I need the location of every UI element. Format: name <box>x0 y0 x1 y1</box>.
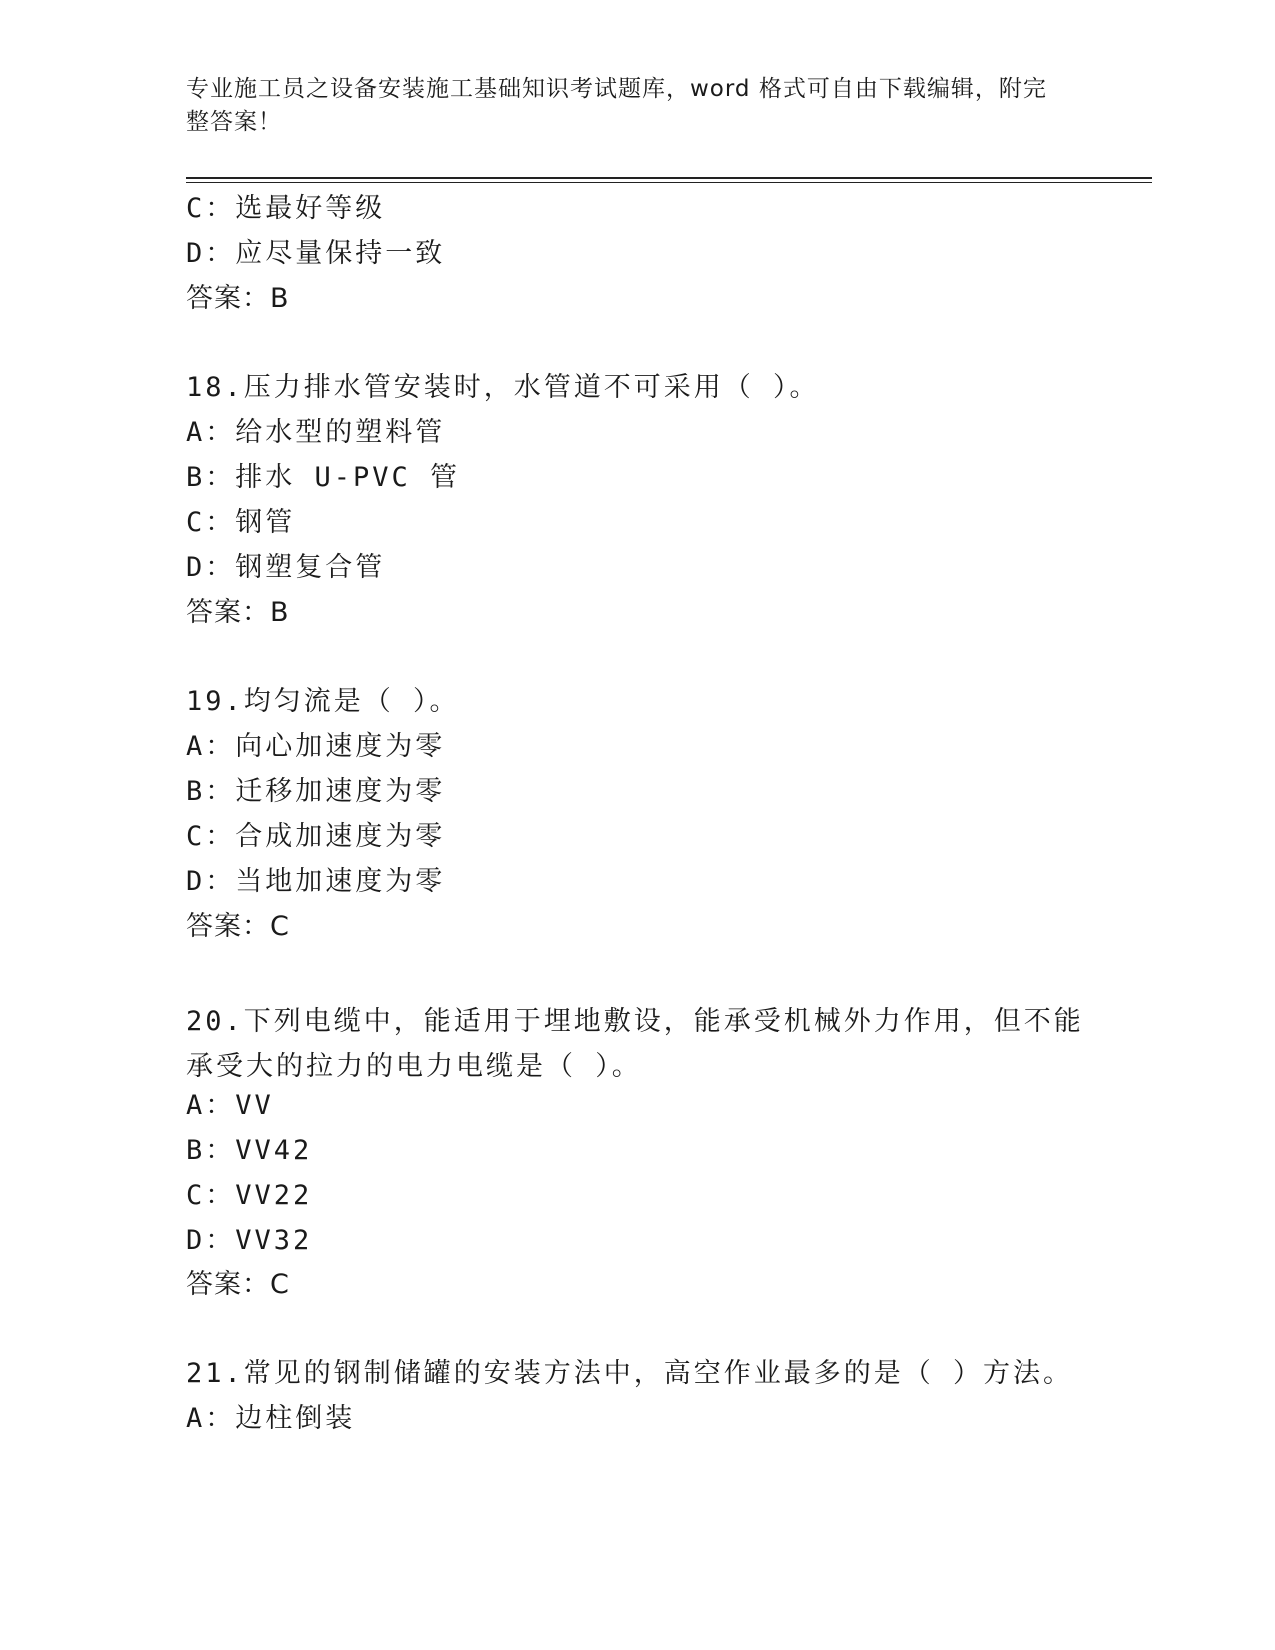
question-18-option-a: A：给水型的塑料管 <box>186 417 446 448</box>
question-18-option-d: D：钢塑复合管 <box>186 552 386 583</box>
question-18-answer: 答案：B <box>186 597 290 628</box>
question-19-option-a: A：向心加速度为零 <box>186 731 446 762</box>
header-divider-thick <box>186 177 1152 179</box>
question-20-answer: 答案：C <box>186 1269 290 1300</box>
question-21-stem: 21.常见的钢制储罐的安装方法中，高空作业最多的是（ ）方法。 <box>186 1358 1074 1389</box>
question-18-option-c: C：钢管 <box>186 507 296 538</box>
question-19-option-b: B：迁移加速度为零 <box>186 776 446 807</box>
question-18-stem: 18.压力排水管安装时，水管道不可采用（ ）。 <box>186 372 820 403</box>
question-18-option-b: B：排水 U-PVC 管 <box>186 462 461 493</box>
question-20-stem: 20.下列电缆中，能适用于埋地敷设，能承受机械外力作用，但不能承受大的拉力的电力电缆是（ ）。 <box>186 1006 1084 1082</box>
question-21-option-a: A：边柱倒装 <box>186 1403 356 1434</box>
header-divider-thin <box>186 182 1152 183</box>
option-d: D：应尽量保持一致 <box>186 238 446 269</box>
question-20-option-c: C：VV22 <box>186 1180 313 1211</box>
option-c: C：选最好等级 <box>186 193 386 224</box>
question-20-option-d: D：VV32 <box>186 1225 313 1256</box>
question-19-option-d: D：当地加速度为零 <box>186 866 446 897</box>
question-19-answer: 答案：C <box>186 911 290 942</box>
question-19-option-c: C：合成加速度为零 <box>186 821 446 852</box>
document-header-title: 专业施工员之设备安装施工基础知识考试题库，word 格式可自由下载编辑，附完整答案！ <box>186 76 1047 135</box>
question-20-option-b: B：VV42 <box>186 1135 313 1166</box>
answer-line: 答案：B <box>186 283 290 314</box>
question-19-stem: 19.均匀流是（ ）。 <box>186 686 460 717</box>
question-20-option-a: A：VV <box>186 1090 274 1121</box>
